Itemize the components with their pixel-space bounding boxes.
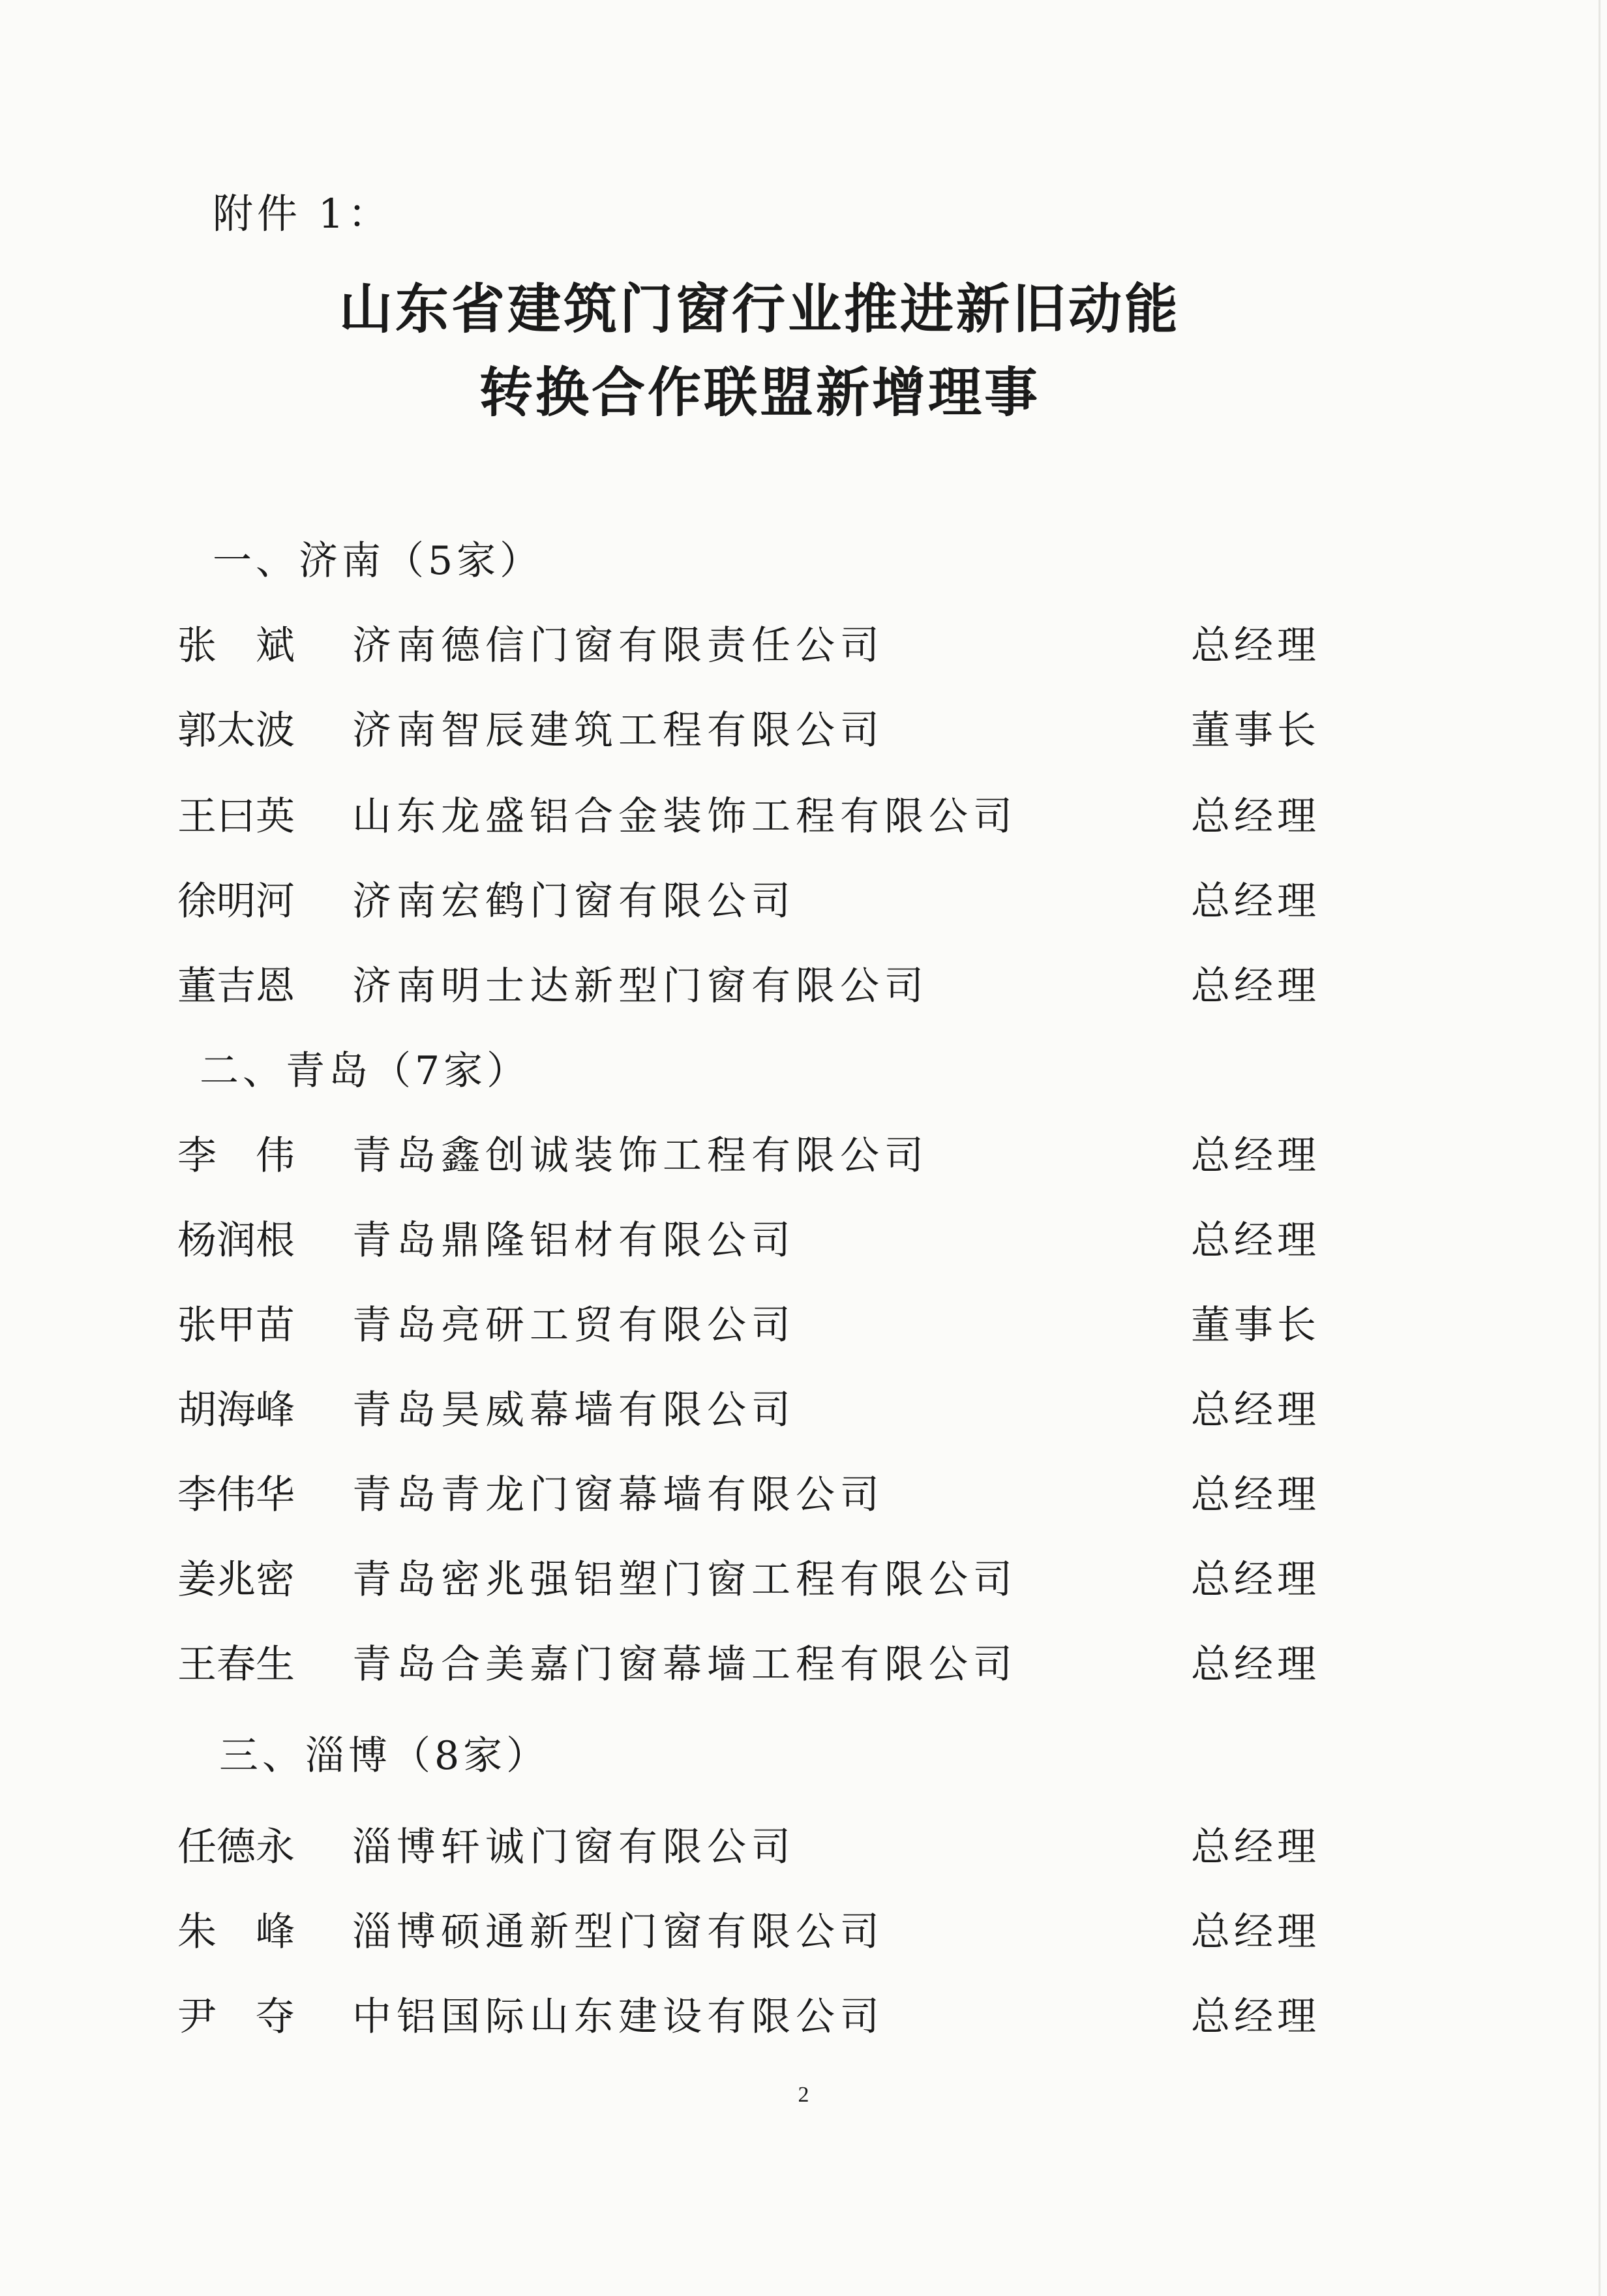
member-position: 董事长	[1191, 1303, 1320, 1348]
member-company: 青岛青龙门窗幕墙有限公司	[352, 1472, 884, 1518]
member-position: 总经理	[1191, 1642, 1320, 1687]
member-company: 济南宏鹤门窗有限公司	[352, 879, 796, 924]
member-position: 总经理	[1191, 1218, 1320, 1263]
member-name: 尹 夺	[177, 1994, 295, 2040]
member-company: 山东龙盛铝合金装饰工程有限公司	[352, 794, 1017, 839]
member-position: 总经理	[1191, 1387, 1320, 1433]
member-company: 青岛鑫创诚装饰工程有限公司	[352, 1133, 929, 1179]
member-name: 胡海峰	[177, 1387, 295, 1433]
member-name: 朱 峰	[177, 1909, 295, 1955]
section-heading-zibo: 三、淄博（8家）	[219, 1733, 550, 1779]
member-row	[0, 875, 1607, 928]
member-row	[0, 1299, 1607, 1352]
member-position: 总经理	[1191, 963, 1320, 1009]
member-row	[0, 1554, 1607, 1606]
member-row	[0, 1821, 1607, 1873]
member-row	[0, 620, 1607, 672]
member-row	[0, 1991, 1607, 2043]
section-heading-qingdao: 二、青岛（7家）	[200, 1048, 530, 1094]
member-position: 总经理	[1191, 794, 1320, 839]
member-name: 任德永	[177, 1824, 295, 1870]
document-title-line-2: 转换合作联盟新增理事	[479, 362, 1040, 424]
member-name: 姜兆密	[177, 1557, 295, 1603]
document-title-line-1: 山东省建筑门窗行业推进新旧动能	[338, 279, 1180, 340]
member-name: 王曰英	[177, 794, 295, 839]
member-row	[0, 960, 1607, 1012]
section-heading-jinan: 一、济南（5家）	[213, 538, 543, 584]
member-position: 总经理	[1191, 1909, 1320, 1955]
member-name: 董吉恩	[177, 963, 295, 1009]
member-name: 李 伟	[177, 1133, 295, 1179]
member-name: 张甲苗	[177, 1303, 295, 1348]
member-company: 青岛合美嘉门窗幕墙工程有限公司	[352, 1642, 1017, 1687]
member-row	[0, 1130, 1607, 1182]
member-position: 总经理	[1191, 1133, 1320, 1179]
member-name: 张 斌	[177, 623, 295, 669]
member-row	[0, 704, 1607, 757]
member-name: 王春生	[177, 1642, 295, 1687]
member-position: 总经理	[1191, 1472, 1320, 1518]
member-name: 杨润根	[177, 1218, 295, 1263]
member-company: 青岛密兆强铝塑门窗工程有限公司	[352, 1557, 1017, 1603]
member-company: 济南智辰建筑工程有限公司	[352, 708, 884, 753]
member-company: 济南德信门窗有限责任公司	[352, 623, 884, 669]
page-number: 2	[798, 2083, 809, 2107]
member-row	[0, 1384, 1607, 1436]
member-row	[0, 791, 1607, 843]
member-company: 济南明士达新型门窗有限公司	[352, 963, 929, 1009]
member-company: 中铝国际山东建设有限公司	[352, 1994, 884, 2040]
member-row	[0, 1639, 1607, 1691]
member-company: 青岛昊威幕墙有限公司	[352, 1387, 796, 1433]
member-position: 总经理	[1191, 1557, 1320, 1603]
member-position: 总经理	[1191, 879, 1320, 924]
member-position: 总经理	[1191, 623, 1320, 669]
member-company: 青岛鼎隆铝材有限公司	[352, 1218, 796, 1263]
attachment-label: 附件 1：	[213, 190, 393, 237]
member-row	[0, 1906, 1607, 1958]
member-company: 淄博轩诚门窗有限公司	[352, 1824, 796, 1870]
member-name: 郭太波	[177, 708, 295, 753]
member-position: 总经理	[1191, 1824, 1320, 1870]
member-name: 李伟华	[177, 1472, 295, 1518]
member-row	[0, 1469, 1607, 1521]
member-name: 徐明河	[177, 879, 295, 924]
member-position: 总经理	[1191, 1994, 1320, 2040]
member-company: 淄博硕通新型门窗有限公司	[352, 1909, 884, 1955]
member-company: 青岛亮研工贸有限公司	[352, 1303, 796, 1348]
member-position: 董事长	[1191, 708, 1320, 753]
member-row	[0, 1215, 1607, 1267]
